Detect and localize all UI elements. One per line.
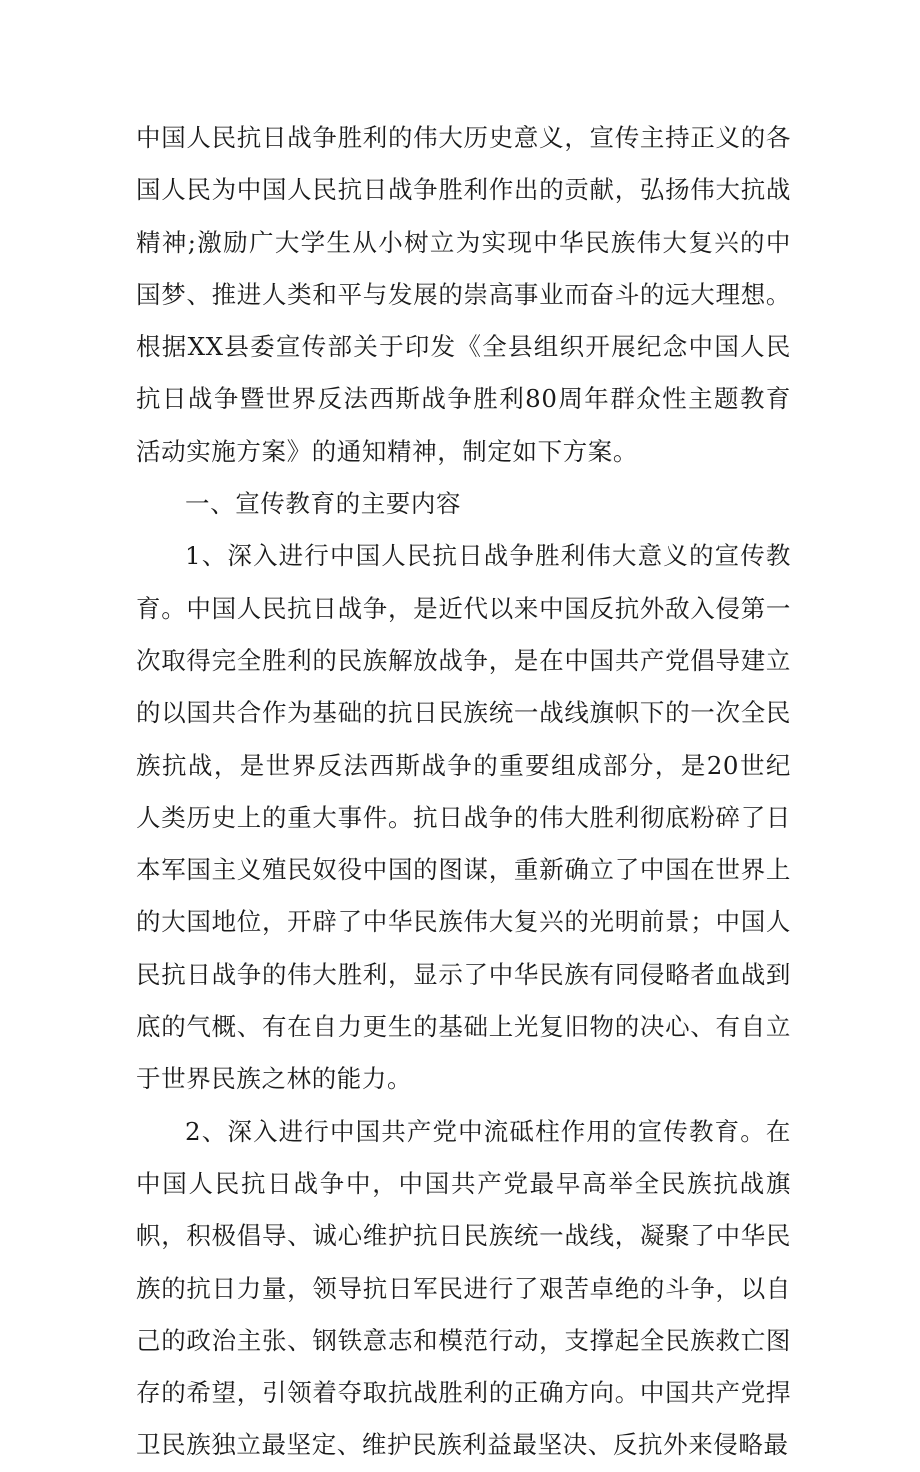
section-heading: 一、宣传教育的主要内容 <box>185 489 462 519</box>
item-2-paragraph: 2、深入进行中国共产党中流砥柱作用的宣传教育。在中国人民抗日战争中，中国共产党最早高举全民族抗战旗帜，积极倡导、诚心维护抗日民族统一战线，凝聚了中华民族的抗日力量，领导抗日军民进行了艰苦卓绝的斗争，以自己的政治主张、钢铁意志和模范行动，支撑起全民族救亡图存的希望，引领着夺取抗战胜利的正确方向。中国共产党捍卫民族独立最坚定、维护民族利益最坚决、反抗外来侵略最 <box>136 1116 791 1460</box>
intro-paragraph: 中国人民抗日战争胜利的伟大历史意义，宣传主持正义的各国人民为中国人民抗日战争胜利作出的贡献，弘扬伟大抗战精神;激励广大学生从小树立为实现中华民族伟大复兴的中国梦、推进人类和平与发展的崇高事业而奋斗的远大理想。根据XX县委宣传部关于印发《全县组织开展纪念中国人民抗日战争暨世界反法西斯战争胜利80周年群众性主题教育活动实施方案》的通知精神，制定如下方案。 <box>136 123 791 466</box>
item-1-paragraph: 1、深入进行中国人民抗日战争胜利伟大意义的宣传教育。中国人民抗日战争，是近代以来中国反抗外敌入侵第一次取得完全胜利的民族解放战争，是在中国共产党倡导建立的以国共合作为基础的抗日民族统一战线旗帜下的一次全民族抗战，是世界反法西斯战争的重要组成部分，是20世纪人类历史上的重大事件。抗日战争的伟大胜利彻底粉碎了日本军国主义殖民奴役中国的图谋，重新确立了中国在世界上的大国地位，开辟了中华民族伟大复兴的光明前景；中国人民抗日战争的伟大胜利，显示了中华民族有同侵略者血战到底的气概、有在自力更生的基础上光复旧物的决心、有自立于世界民族之林的能力。 <box>136 541 791 1094</box>
document-body <box>136 112 791 1472</box>
